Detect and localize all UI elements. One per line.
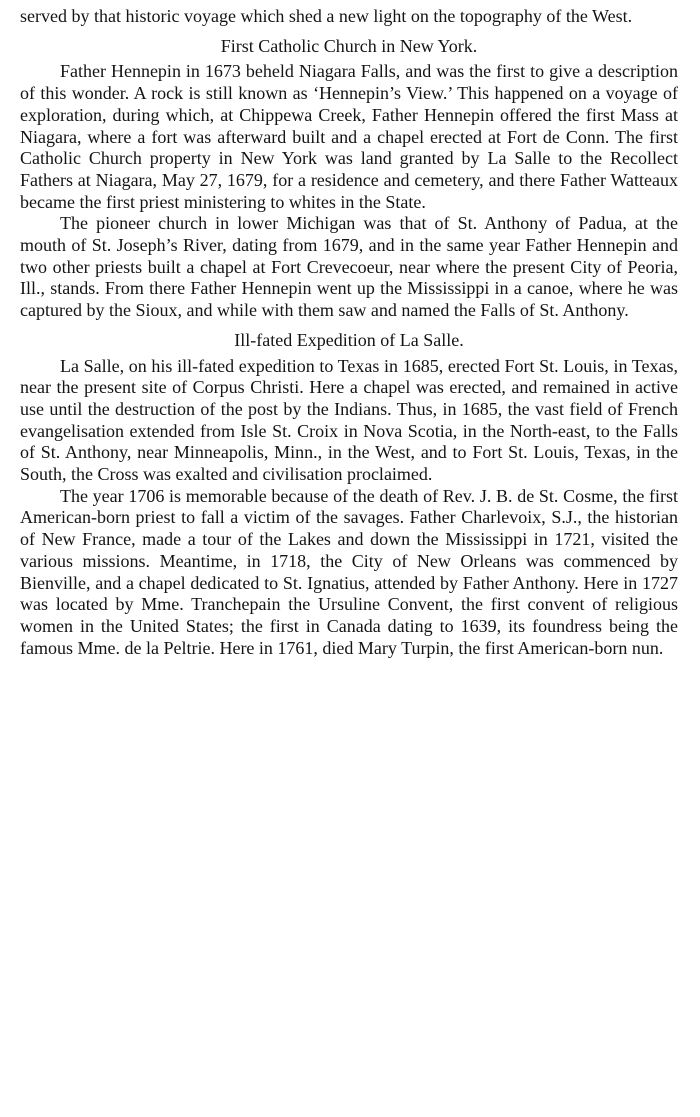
section-heading-la-salle-expedition: Ill-fated Expedition of La Salle. bbox=[234, 329, 464, 350]
section-heading-first-catholic-church: First Catholic Church in New York. bbox=[220, 35, 478, 56]
intro-paragraph: served by that historic voyage which shed a new light on the topography of the West. bbox=[20, 6, 633, 26]
paragraph-la-salle-texas: La Salle, on his ill-fated expedition to Texas in 1685, erected Fort St. Louis, in Texas, near the present site of Corpus Christi. Here a chapel was erected, and remained in active use until the destruction of the post by the Indians. Thus, in 1685, the vast field of French evangelisation extended from Isle St. Croix in Nova Scotia, in the North-east, to the Falls of St. Anthony, near Minneapolis, Minn., in the West, and to Fort St. Louis, Texas, in the South, the Cross was exalted and civilisation proclaimed. bbox=[20, 355, 678, 485]
document-page bbox=[20, 6, 678, 659]
paragraph-year-1706: The year 1706 is memorable because of the death of Rev. J. B. de St. Cosme, the first American-born priest to fall a victim of the savages. Father Charlevoix, S.J., the historian of New France, made a tour of the Lakes and down the Mississippi in 1721, visited the various missions. Meantime, in 1718, the City of New Orleans was commenced by Bienville, and a chapel dedicated to St. Ignatius, attended by Father Anthony. Here in 1727 was located by Mme. Tranchepain the Ursuline Convent, the first convent of religious women in the United States; the first in Canada dating to 1639, its foundress being the famous Mme. de la Peltrie. Here in 1761, died Mary Turpin, the first American-born nun. bbox=[20, 485, 678, 658]
paragraph-pioneer-church-michigan: The pioneer church in lower Michigan was that of St. Anthony of Padua, at the mouth of St. Joseph’s River, dating from 1679, and in the same year Father Hennepin and two other priests built a chapel at Fort Crevecoeur, near where the present City of Peoria, Ill., stands. From there Father Hennepin went up the Mississippi in a canoe, where he was captured by the Sioux, and while with them saw and named the Falls of St. Anthony. bbox=[20, 213, 678, 321]
paragraph-hennepin-niagara: Father Hennepin in 1673 beheld Niagara Falls, and was the first to give a description of this wonder. A rock is still known as ‘Hennepin’s View.’ This happened on a voyage of exploration, during which, at Chippewa Creek, Father Hennepin offered the first Mass at Niagara, where a fort was afterward built and a chapel erected at Fort de Conn. The first Catholic Church property in New York was land granted by La Salle to the Recollect Fathers at Niagara, May 27, 1679, for a residence and cemetery, and there Father Watteaux became the first priest ministering to whites in the State. bbox=[20, 61, 678, 212]
